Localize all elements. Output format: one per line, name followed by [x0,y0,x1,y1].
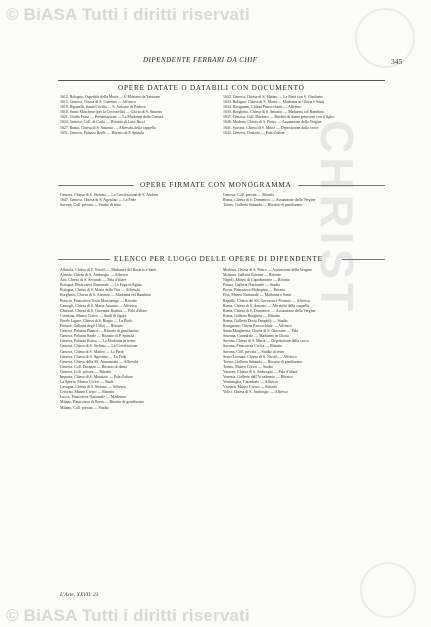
list-entry: Genova, Palazzo Reale — Ritratto di P. Spinola [60,334,135,339]
list-entry: Sestri Levante, Chiesa di S. Nicolò — Affresco [223,354,297,359]
list-entry: Milano, Coll. privata — Studio [60,405,109,410]
list-entry: La Spezia, Museo Civico — Studi [60,380,114,385]
list-entry: Albisola, Chiesa di S. Nicolò — Madonna del Rosario e Santi [60,268,157,272]
watermark-seal-icon [355,8,415,68]
list-entry: Voltri, Chiesa di S. Ambrogio — Affresco [223,390,289,395]
list-entry: Bologna, Chiesa di S. Maria della Vita — Affreschi [60,288,141,293]
section1-right-column [223,95,383,136]
list-entry: 1633. Bologna, Chiesa di S. Maria — Madonna in Gloria e Santi [223,100,324,105]
list-entry: Genova, Chiesa della SS. Annunziata — Affreschi [60,359,139,364]
list-entry: Pavia, Pinacoteca Malaspina — Ritratto [223,288,286,293]
section1-top-rule [58,80,385,81]
list-entry: 1640. Modena, Chiesa di S. Pietro — Assunzione della Vergine [223,120,322,125]
section3-right-column [223,268,383,395]
list-entry: Savona, Pinacoteca Civica — Ritratto [223,344,283,349]
watermark-bottom: © BiASA Tutti i diritti riservati [6,606,250,625]
list-entry: Roma, Chiesa di S. Domenico — Assunzione della Vergine [223,198,316,203]
list-entry: Pisa, Museo Nazionale — Madonna e Santi [223,293,291,298]
list-entry: Genova, Coll. privata — Ritratto [60,369,112,374]
list-entry: Genova, Coll. privata — Ritratto [223,193,275,197]
list-entry: 1621. Giulio Prasa — Presentazione — La Madonna della Cintura [60,115,164,120]
list-entry: Savona, Coll. privata — Studio di teste [223,349,284,354]
list-entry: Genova, Coll. Durazzo — Ritratto di dama [60,364,127,369]
list-entry: 1624. Genova, Coll. di Carlo — Ritratto di Luca Ricci [60,120,145,125]
section2-left-column [60,193,218,208]
section2-rule-right [298,185,385,186]
list-entry: Roma, Galleria Doria Pamphilj — Studio [223,318,288,323]
list-entry: Bologna, Pinacoteca Nazionale — La Fuga in Egitto [60,283,142,288]
list-entry: Savona, Coll. privata — Studio di teste [60,203,121,208]
page-number: 345 [391,57,403,66]
list-entry: Napoli, Museo di Capodimonte — Ritratto [223,278,290,283]
list-entry: Torino, Galleria Sabauda — Ritratto di gentiluomo [223,359,303,364]
list-entry: Venezia, Gallerie dell'Accademia — Ritratto [223,374,293,379]
list-entry: Finale Ligure, Chiesa di S. Biagio — La Pietà [60,318,132,323]
list-entry: Savona, Chiesa di S. Maria — Deposizione dalla croce [223,339,309,344]
list-entry: Torino, Museo Civico — Studio [223,364,274,369]
watermark-seal-icon [360,562,416,618]
list-entry: 1612. Bologna, Ospedale della Morte — Il Mariano da Vattuone [60,95,161,99]
list-entry: Ventimiglia, Cattedrale — Affresco [223,380,279,385]
section2-title: OPERE FIRMATE CON MONOGRAMMA [140,181,292,189]
section2-right-column [223,193,383,208]
list-entry: Roma, Chiesa di S. Antonio — Affreschi della cappella [223,303,310,308]
list-entry: Modena, Galleria Estense — Ritratto [223,273,281,278]
list-entry: 1637. Genova, Coll. Durazzo — Ritratto di dama genovese con il figlio [223,115,335,120]
section3-rule-left [58,259,110,260]
list-entry: Varazze, Chiesa di S. Ambrogio — Pala d'altare [223,369,298,374]
list-entry: Roma, Chiesa di S. Domenico — Assunzione della Vergine [223,308,316,313]
list-entry: Modena, Chiesa di S. Pietro — Assunzione della Vergine [223,268,312,272]
list-entry: Sarzana, Cattedrale — Madonna in Gloria [223,334,289,339]
list-entry: 1647. Genova, Chiesa di S. Agostino — La Fede [60,198,136,203]
list-entry: 1627. Roma, Chiesa di S. Antonio — Affreschi della cappella [60,125,156,130]
list-entry: Genova, Palazzo Rosso — La Madonna in trono [60,339,136,344]
section3-title: ELENCO PER LUOGO DELLE OPERE DI DIPENDENTE [114,255,323,263]
list-entry: Genova, Chiesa di S. Matteo — La Pietà [60,349,124,354]
list-entry: Livorno, Museo Civico — Ritratto [60,390,115,395]
list-entry: 1632. Genova, Chiesa di S. Matteo — La Pietà con S. Girolamo [223,95,323,99]
list-entry: 1618. Santo Marchese (per la Coccorella) — Gloria di S. Antonio [60,110,163,115]
list-entry: Lavagna, Chiesa di S. Stefano — Affresco [60,385,127,390]
list-entry: Rapallo, Chiesa dei SS. Gervasio e Protasio — Affresco [223,298,311,303]
list-entry: Brescia, Pinacoteca Tosio Martinengo — Ritratto [60,298,137,303]
list-entry: Santa Margherita, Chiesa di S. Giacomo — Pala [223,329,299,334]
list-entry: Parma, Galleria Nazionale — Studio [223,283,281,288]
section1-title: OPERE DATATE O DATABILI CON DOCUMENTO [118,84,305,92]
section2-rule-left [58,185,134,186]
list-entry: Chiavari, Chiesa di S. Giovanni Battista — Pala d'altare [60,308,148,313]
list-entry: 1635. Borghetto, Chiesa di S. Antonio — Madonna col Bambino [223,110,324,115]
list-entry: Rosignano, Chiesa Parrocchiale — Affresco [223,324,292,329]
list-entry: 1641. Savona, Chiesa di S. Maria — Deposizione dalla croce [223,125,319,130]
watermark-top: © BiASA Tutti i diritti riservati [6,5,250,24]
running-head: DIPENDENTE FERRARI DA CHIF [143,56,258,64]
list-entry: Firenze, Galleria degli Uffizi — Ritratto [60,324,123,329]
list-entry: Lucca, Pinacoteca Nazionale — Madonna [60,395,126,400]
watermark-side: CHRIST [311,120,363,316]
list-entry: Genova, Chiesa di S. Agostino — La Fede [60,354,127,359]
list-entry: Milano, Pinacoteca di Brera — Ritratto di gentiluomo [60,400,145,405]
list-entry: Vicenza, Museo Civico — Ritratto [223,385,278,390]
list-entry: 1631. Genova, Palazzo Reale — Ritratto di P. Spinola [60,130,144,135]
list-entry: Genova, Chiesa di S. Stefano — La Crocifissione [60,344,138,349]
list-entry: Genova, Chiesa di S. Stefano — La Crocifissione di S. Andrea [60,193,158,197]
list-entry: Asti, Chiesa di S. Secondo — Pala d'altare [60,278,127,283]
list-entry: 1615. Genova, Chiesa di S. Caterina — Affresco [60,100,136,105]
signature-mark: L'Arte. XXVII. 23 [60,592,99,598]
list-entry: Borghetto, Chiesa di S. Antonio — Madonna col Bambino [60,293,152,298]
list-entry: Genova, Palazzo Bianco — Ritratto di gentiluomo [60,329,139,334]
list-entry: Alassio, Chiesa di S. Ambrogio — Affresco [60,273,129,278]
section3-left-column [60,268,218,411]
list-entry: Torino, Galleria Sabauda — Ritratto di gentiluomo [223,203,303,208]
list-entry: 1642. Genova, Oratorio — Pala d'altare [223,130,285,135]
list-entry: Roma, Galleria Borghese — Ritratto [223,313,281,318]
section3-rule-right [342,259,385,260]
list-entry: Cremona, Museo Civico — Studi di figure [60,313,127,318]
list-entry: 1619. Ripanelli, Santa Cecilia — S. Antonio di Padova [60,105,146,110]
list-entry: Camogli, Chiesa di S. Maria Assunta — Affresco [60,303,137,308]
list-entry: 1634. Rosignano, Chiesa Parrocchiale — Affresco [223,105,302,110]
section1-left-column [60,95,218,136]
list-entry: Imperia, Chiesa di S. Maurizio — Pala d'altare [60,374,133,379]
